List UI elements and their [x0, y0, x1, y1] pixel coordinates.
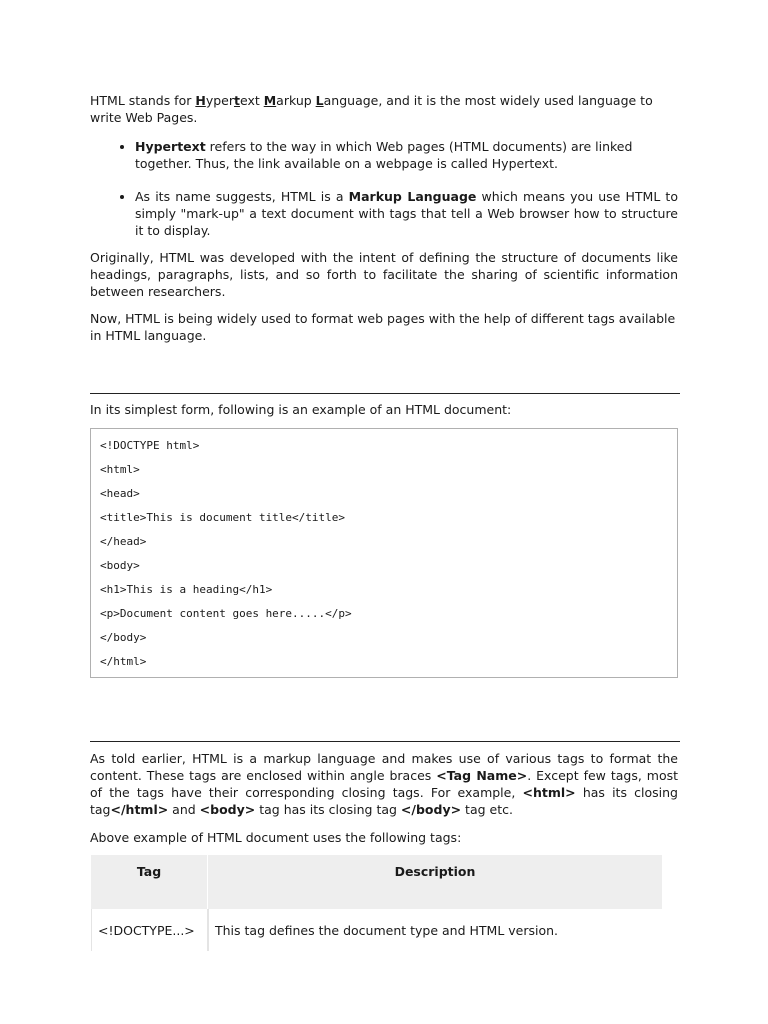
tags-text: tag etc. — [461, 802, 513, 817]
tags-text: has its closing tag — [90, 785, 678, 817]
code-line: <!DOCTYPE html> — [100, 439, 200, 452]
tags-text: and — [168, 802, 200, 817]
tags-text: As told earlier, HTML is a markup language and makes use of various tags to format the content. These tags are enclosed within angle braces — [90, 751, 678, 783]
bullet-text: As its name suggests, HTML is a — [135, 189, 349, 204]
bullet-hypertext — [135, 138, 678, 172]
code-line: <body> — [100, 559, 140, 572]
acronym-letter-h: H — [195, 93, 206, 108]
tags-text: . Except few tags, most of the tags have their corresponding closing tags. For example, — [90, 768, 679, 800]
tag-example: <Tag Name> — [436, 768, 528, 783]
intro-text: anguage — [323, 93, 379, 108]
code-line: </body> — [100, 631, 147, 644]
code-line: <head> — [100, 487, 140, 500]
intro-text: arkup — [276, 93, 316, 108]
above-example-paragraph: Above example of HTML document uses the following tags: — [90, 830, 462, 845]
column-header-description: Description — [208, 855, 663, 909]
tags-text: tag has its closing tag — [255, 802, 401, 817]
acronym-letter-l: L — [315, 93, 324, 108]
code-line: <h1>This is a heading</h1> — [100, 583, 273, 596]
intro-section — [90, 92, 678, 354]
tag-example: <html> — [522, 785, 576, 800]
paragraph-originally: Originally, HTML was developed with the intent of defining the structure of documents like headings, paragraphs, lists, and so forth to facilitate the sharing of scientific information between researchers. — [90, 250, 678, 299]
bullet-list — [90, 138, 678, 239]
section-divider — [90, 393, 680, 394]
code-line: </head> — [100, 535, 147, 548]
code-line: <title>This is document title</title> — [100, 511, 346, 524]
intro-text: ext — [239, 93, 264, 108]
bullet-term: Hypertext — [135, 139, 206, 154]
tag-example: </html> — [110, 802, 169, 817]
column-header-tag: Tag — [91, 855, 208, 909]
bullet-markup-language — [135, 188, 678, 239]
intro-text: yper — [205, 93, 234, 108]
example-intro: In its simplest form, following is an example of an HTML document: — [90, 402, 512, 417]
intro-paragraph — [90, 92, 678, 126]
bullet-text: which means you use HTML to simply "mark-up" a text document with tags that tell a Web browser how to structure it to display. — [135, 189, 678, 238]
paragraph-now: Now, HTML is being widely used to format web pages with the help of different tags available in HTML language. — [90, 311, 676, 343]
acronym-letter-m: M — [263, 93, 277, 108]
section-divider — [90, 741, 680, 742]
tags-table — [91, 855, 663, 951]
tags-section — [90, 750, 678, 857]
code-example-box — [90, 428, 678, 678]
intro-text: HTML stands for — [90, 93, 196, 108]
bullet-term: Markup Language — [348, 189, 477, 204]
table-cell-description: This tag defines the document type and HTML version. — [208, 909, 663, 951]
code-line: <html> — [100, 463, 140, 476]
table-cell-tag: <!DOCTYPE...> — [91, 909, 208, 951]
acronym-letter-t: t — [233, 93, 240, 108]
tags-paragraph — [90, 750, 678, 818]
table-row — [91, 909, 663, 951]
table-header-row — [91, 855, 663, 909]
code-line: </html> — [100, 655, 147, 668]
intro-text: , and it is the most widely used language to write Web Pages. — [90, 93, 653, 125]
tag-example: <body> — [199, 802, 256, 817]
code-line: <p>Document content goes here.....</p> — [100, 607, 352, 620]
bullet-text: refers to the way in which Web pages (HTML documents) are linked together. Thus, the link available on a webpage is called Hypertext. — [135, 139, 633, 171]
tag-example: </body> — [400, 802, 462, 817]
